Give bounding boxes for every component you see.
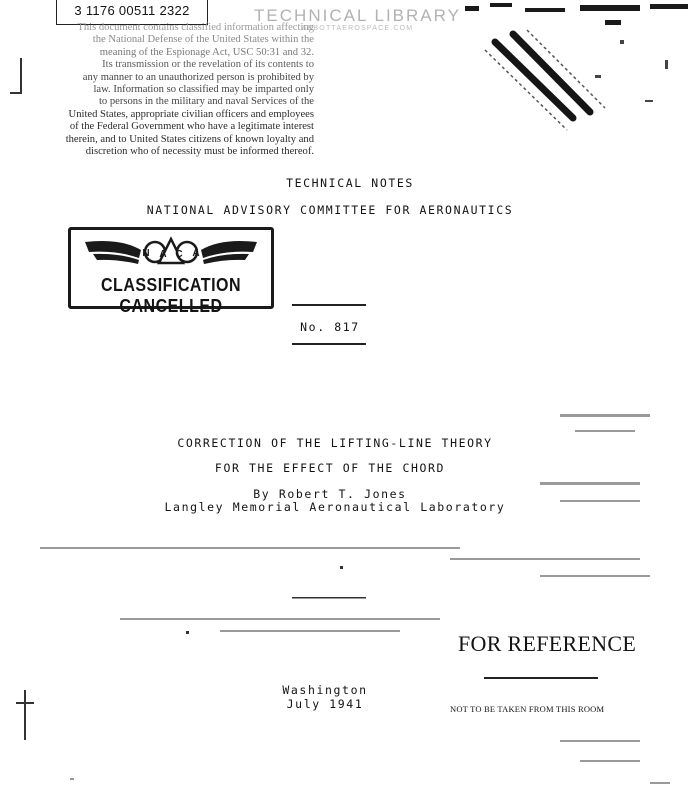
- publication-place: Washington: [282, 683, 368, 697]
- scan-noise-bottom: [0, 720, 700, 797]
- divider: [292, 343, 366, 345]
- for-reference-stamp: FOR REFERENCE: [458, 631, 637, 656]
- series-title: TECHNICAL NOTES: [286, 176, 414, 190]
- notice-line: meaning of the Espionage Act, USC 50:31 and 32.: [99, 46, 314, 58]
- note-number: No. 817: [300, 320, 360, 334]
- notice-line: of the Federal Government who have a legitimate interest: [69, 121, 314, 133]
- affiliation: Langley Memorial Aeronautical Laboratory: [164, 500, 506, 514]
- library-watermark-site: ABBOTTAEROSPACE.COM: [301, 25, 414, 32]
- not-to-be-taken-notice: NOT TO BE TAKEN FROM THIS ROOM: [450, 704, 605, 714]
- classification-stamp: [68, 227, 274, 317]
- binding-mark: [10, 92, 22, 94]
- notice-line: This document contains classified information affecting: [77, 22, 314, 33]
- classification-cancelled-text: CLASSIFICATION CANCELLED: [100, 276, 242, 317]
- barcode-label: 3 1176 00511 2322: [56, 0, 208, 25]
- paper-title-line-1: CORRECTION OF THE LIFTING-LINE THEORY: [177, 436, 493, 450]
- notice-line: United States, appropriate civilian officers and employees: [68, 108, 314, 120]
- organization-name: NATIONAL ADVISORY COMMITTEE FOR AERONAUTICS: [146, 203, 514, 217]
- publication-date: July 1941: [286, 697, 364, 711]
- security-notice: [22, 22, 314, 158]
- notice-line: any manner to an unauthorized person is prohibited by: [82, 71, 314, 83]
- notice-line: law. Information so classified may be imparted only: [93, 84, 314, 96]
- logo-letter: A: [192, 248, 200, 259]
- logo-letter: C: [175, 249, 183, 260]
- scan-noise: [0, 370, 700, 670]
- binding-mark: [16, 702, 34, 704]
- author: By Robert T. Jones: [253, 487, 407, 501]
- notice-line: discretion who of necessity must be informed thereof.: [85, 146, 314, 158]
- scan-smudge: [455, 0, 700, 140]
- notice-line: to persons in the military and naval Services of the: [98, 96, 314, 108]
- divider: [484, 677, 598, 679]
- naca-logo-icon: [71, 230, 271, 280]
- notice-line: the National Defense of the United States within the: [92, 34, 314, 46]
- notice-line: therein, and to United States citizens of known loyalty and: [65, 133, 314, 145]
- notice-line: Its transmission or the revelation of its contents to: [102, 59, 314, 71]
- logo-letter: N: [142, 248, 150, 259]
- binding-mark: [20, 58, 22, 94]
- library-watermark: TECHNICAL LIBRARY: [254, 6, 461, 25]
- logo-letter: A: [159, 249, 167, 260]
- divider: [292, 304, 366, 306]
- paper-title-line-2: FOR THE EFFECT OF THE CHORD: [214, 461, 446, 475]
